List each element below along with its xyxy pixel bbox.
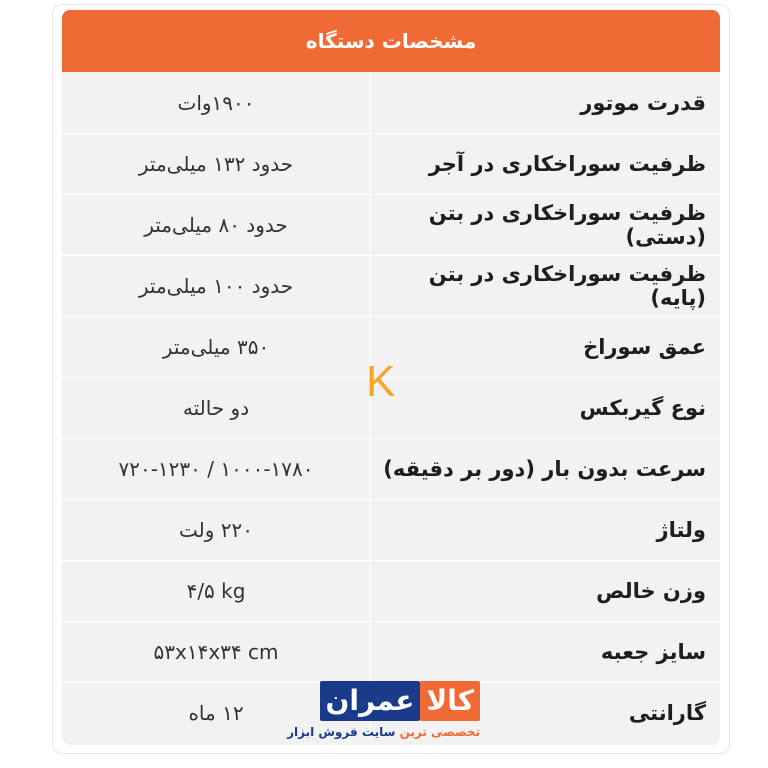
spec-row	[62, 560, 720, 621]
spec-value: ۳۵۰ میلی‌متر	[162, 335, 270, 359]
spec-rows	[62, 72, 720, 743]
watermark-letter: K	[366, 357, 396, 406]
spec-label: نوع گیربکس	[370, 378, 720, 438]
spec-value: دو حالته	[182, 396, 250, 420]
spec-label: گارانتی	[370, 683, 720, 743]
spec-value: حدود ۸۰ میلی‌متر	[144, 213, 288, 237]
spec-row	[62, 194, 720, 255]
spec-value: حدود ۱۳۲ میلی‌متر	[138, 152, 294, 176]
spec-row	[62, 621, 720, 682]
spec-label: عمق سوراخ	[370, 317, 720, 377]
brand-logo	[287, 681, 484, 743]
spec-value: ۵۳x۱۴x۳۴ cm	[153, 640, 279, 664]
tagline-rest: سایت فروش ابزار	[287, 725, 396, 739]
spec-row	[62, 499, 720, 560]
spec-value: ۴/۵ kg	[186, 579, 246, 603]
spec-label: ظرفیت سوراخکاری در بتن (پایه)	[370, 256, 720, 316]
spec-label: قدرت موتور	[370, 72, 720, 133]
spec-row	[62, 255, 720, 316]
table-title: مشخصات دستگاه	[62, 10, 720, 72]
logo-kala: کالا	[420, 681, 480, 721]
spec-value: ۷۲۰-۱۲۳۰ / ۱۰۰۰-۱۷۸۰	[118, 457, 314, 481]
logo-omran: عمران	[320, 681, 421, 721]
spec-row	[62, 438, 720, 499]
spec-value: ۱۹۰۰وات	[177, 90, 255, 115]
spec-row	[62, 133, 720, 194]
spec-value: ۱۲ ماه	[188, 701, 244, 725]
spec-label: وزن خالص	[370, 561, 720, 621]
spec-label: سایز جعبه	[370, 622, 720, 682]
spec-value: ۲۲۰ ولت	[179, 518, 253, 542]
spec-value: حدود ۱۰۰ میلی‌متر	[138, 274, 294, 298]
tagline-highlight: تخصصی ترین	[399, 725, 480, 739]
logo-wordmark	[320, 681, 480, 721]
spec-label: ظرفیت سوراخکاری در بتن (دستی)	[370, 195, 720, 255]
spec-row	[62, 72, 720, 133]
logo-tagline	[287, 725, 480, 739]
spec-label: ظرفیت سوراخکاری در آجر	[370, 134, 720, 194]
spec-label: ولتاژ	[370, 500, 720, 560]
spec-label: سرعت بدون بار (دور بر دقیقه)	[370, 439, 720, 499]
